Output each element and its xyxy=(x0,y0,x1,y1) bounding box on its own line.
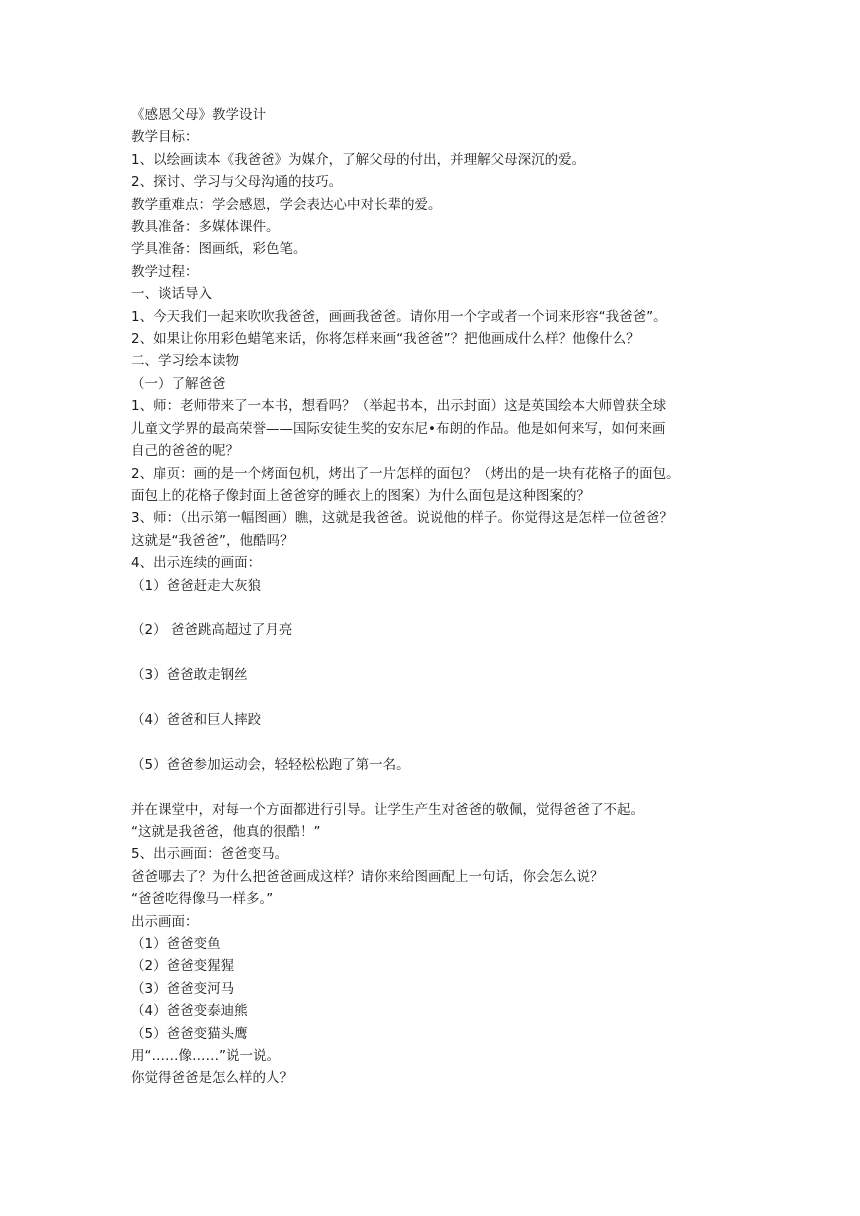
intro-item: 1、今天我们一起来吹吹我爸爸，画画我爸爸。请你用一个字或者一个词来形容“我爸爸”。 xyxy=(131,308,667,325)
paragraph-line: 并在课堂中，对每一个方面都进行引导。让学生产生对爸爸的敬佩，觉得爸爸了不起。 xyxy=(131,801,644,818)
process-heading: 教学过程： xyxy=(131,263,199,280)
change-item: （5）爸爸变猫头鹰 xyxy=(131,1025,248,1042)
picture-item: （4）爸爸和巨人摔跤 xyxy=(131,711,262,728)
key-points: 教学重难点：学会感恩，学会表达心中对长辈的爱。 xyxy=(131,196,442,213)
change-item: （2）爸爸变猩猩 xyxy=(131,958,235,975)
change-item: （4）爸爸变泰迪熊 xyxy=(131,1003,248,1020)
change-item: （1）爸爸变鱼 xyxy=(131,935,221,952)
goals-heading: 教学目标： xyxy=(131,129,199,146)
paragraph-line: 出示画面： xyxy=(131,913,199,930)
section-heading: 二、学习绘本读物 xyxy=(131,353,239,370)
teacher-prep: 教具准备：多媒体课件。 xyxy=(131,219,280,236)
paragraph-line: 儿童文学界的最高荣誉——国际安徒生奖的安东尼•布朗的作品。他是如何来写，如何来画 xyxy=(131,420,666,437)
paragraph-line: 3、师：（出示第一幅图画）瞧，这就是我爸爸。说说他的样子。你觉得这是怎样一位爸爸？ xyxy=(131,510,673,527)
paragraph-line: 2、扉页：画的是一个烤面包机，烤出了一片怎样的面包？（烤出的是一块有花格子的面包。 xyxy=(131,465,680,482)
quote-line: “爸爸吃得像马一样多。” xyxy=(131,891,274,908)
paragraph-line: 你觉得爸爸是怎么样的人？ xyxy=(131,1070,293,1087)
paragraph-line: 1、师：老师带来了一本书，想看吗？（举起书本，出示封面）这是英国绘本大师曾获全球 xyxy=(131,398,667,415)
intro-item: 2、如果让你用彩色蜡笔来话，你将怎样来画“我爸爸”？把他画成什么样？他像什么？ xyxy=(131,331,640,348)
paragraph-line: 面包上的花格子像封面上爸爸穿的睡衣上的图案）为什么面包是这种图案的？ xyxy=(131,487,590,504)
paragraph-line: 爸爸哪去了？为什么把爸爸画成这样？请你来给图画配上一句话，你会怎么说？ xyxy=(131,868,604,885)
picture-item: （2） 爸爸跳高超过了月亮 xyxy=(131,622,293,639)
picture-item: （5）爸爸参加运动会，轻轻松松跑了第一名。 xyxy=(131,756,410,773)
quote-line: “这就是我爸爸，他真的很酷！” xyxy=(131,823,321,840)
paragraph-line: 4、出示连续的画面： xyxy=(131,555,262,572)
goal-item: 1、以绘画读本《我爸爸》为媒介，了解父母的付出，并理解父母深沉的爱。 xyxy=(131,151,586,168)
student-prep: 学具准备：图画纸，彩色笔。 xyxy=(131,241,307,258)
change-item: （3）爸爸变河马 xyxy=(131,980,235,997)
section-heading: 一、谈话导入 xyxy=(131,286,212,303)
subsection-heading: （一）了解爸爸 xyxy=(131,375,226,392)
paragraph-line: 这就是“我爸爸”，他酷吗？ xyxy=(131,532,294,549)
paragraph-line: 自己的爸爸的呢？ xyxy=(131,443,239,460)
document-title: 《感恩父母》教学设计 xyxy=(131,107,266,123)
picture-item: （3）爸爸敢走钢丝 xyxy=(131,667,248,684)
paragraph-line: 5、出示画面：爸爸变马。 xyxy=(131,846,289,863)
document-page xyxy=(131,104,731,1090)
paragraph-line: 用“……像……”说一说。 xyxy=(131,1047,280,1064)
picture-item: （1）爸爸赶走大灰狼 xyxy=(131,577,262,594)
goal-item: 2、探讨、学习与父母沟通的技巧。 xyxy=(131,174,343,191)
